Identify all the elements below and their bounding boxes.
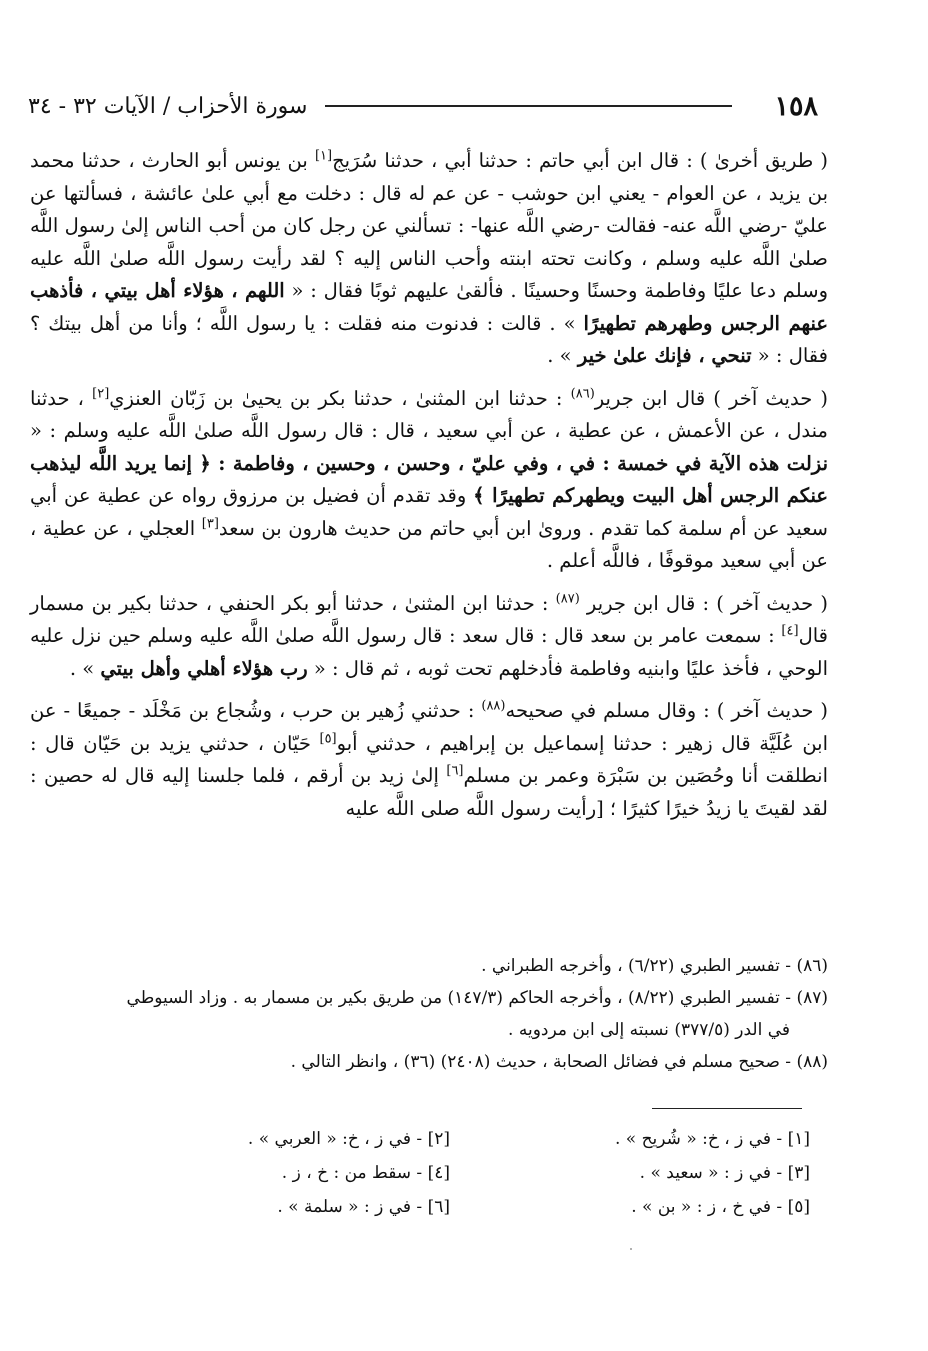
footnotes xyxy=(20,950,828,1078)
surah-title: سورة الأحزاب / الآيات ٣٢ - ٣٤ xyxy=(28,93,308,119)
variant-ref: [٥] xyxy=(319,731,337,746)
paragraph-4 xyxy=(30,695,828,825)
header-rule xyxy=(325,105,732,107)
footnote-ref: (٨٧) xyxy=(555,591,580,606)
text-run: ، حدثنا مندل ، عن الأعمش ، عن عطية ، عن أبي سعيد ، قال : قال رسول اللَّه صلىٰ اللَّه عليه وسلم : « xyxy=(30,386,828,442)
text-run: : حدثنا ابن المثنىٰ ، حدثنا بكر بن يحيىٰ بن زَبّان العنزي xyxy=(109,386,571,410)
text-run: العجلي ، عن عطية ، عن أبي سعيد موقوفًا ، فاللَّه أعلم . xyxy=(30,516,828,572)
footnote-86: (٨٦) - تفسير الطبري (٦/٢٢) ، وأخرجه الطبراني . xyxy=(481,956,828,976)
footnote-88: (٨٨) - صحيح مسلم في فضائل الصحابة ، حديث (٢٤٠٨) (٣٦) ، وانظر التالي . xyxy=(290,1052,828,1072)
text-run: » . xyxy=(547,344,578,367)
text-run: إلىٰ زيد بن أرقم ، فلما جلسنا إليه قال له حصين : لقد لقيتَ يا زيدُ خيرًا كثيرًا ؛ [رأيت رسول اللَّه صلى اللَّه عليه xyxy=(30,764,828,820)
hadith-quote: رب هؤلاء أهلي وأهل بيتي xyxy=(100,656,308,680)
text-run: » . xyxy=(69,656,101,680)
text-run: حَيّان ، حدثني يزيد بن حَيّان قال : انطلقت أنا وحُصَين بن سَبْرَة وعمر بن مسلم xyxy=(30,731,828,787)
variant-note-2: [٢] - في ز ، خ: « العربي » . xyxy=(247,1129,450,1149)
footnote-87-continued: في الدر (٣٧٧/٥) نسبته إلى ابن مردويه . xyxy=(508,1020,790,1040)
paragraph-2 xyxy=(30,383,828,578)
main-text xyxy=(30,145,828,835)
footnote-ref: (٨٦) xyxy=(570,386,595,401)
variant-ref: [٦] xyxy=(446,763,464,779)
variant-note-5: [٥] - في خ ، ز : « بن » . xyxy=(631,1197,810,1217)
text-run: ( حديث آخر ) : قال ابن جرير xyxy=(579,591,828,615)
print-speck xyxy=(630,1248,632,1250)
text-run: وقد تقدم أن فضيل بن مرزوق رواه عن عطية عن أبي سعيد عن أم سلمة كما تقدم . ورویٰ ابن أبي حاتم من حديث هارون بن سعد xyxy=(30,484,829,540)
text-run: » . قالت : فدنوت منه فقلت : يا رسول اللَّه ؛ وأنا من أهل بيتك ؟ فقال : « xyxy=(30,311,828,367)
hadith-quote: اللهم ، هؤلاء أهل بيتي ، فأذهب عنهم الرجس وطهرهم تطهيرًا xyxy=(30,279,828,335)
footnote-separator xyxy=(652,1108,802,1109)
text-run: ( حديث آخر ) قال ابن جرير xyxy=(594,386,829,410)
page-number: ١٥٨ xyxy=(774,90,818,122)
text-run: بن يونس أبو الحارث ، حدثنا محمد بن يزيد ، عن العوام - يعني ابن حوشب - عن عم له قال : دخلت مع أبي علىٰ عائشة ، فسألتها عن عليّ -رضي اللَّه عنه- فقالت -رضي اللَّه عنها- : تسألني عن رجل كان من أحب الناس إلىٰ رسول اللَّه صلىٰ اللَّه عليه وسلم ، وكانت تحته ابنته وأحب الناس إليه ؟ لقد رأيت رسول اللَّه صلىٰ اللَّه عليه وسلم دعا عليًا وفاطمة وحسنًا وحسينًا . فألقىٰ عليهم ثوبًا فقال : « xyxy=(30,149,828,302)
variant-ref: [٤] xyxy=(781,623,799,639)
paragraph-1 xyxy=(30,145,828,373)
variant-note-3: [٣] - في ز : « سعيد » . xyxy=(639,1163,810,1183)
variant-ref: [١] xyxy=(314,148,333,164)
hadith-quote: تنحي ، فإنك علىٰ خير xyxy=(577,344,752,367)
variant-note-1: [١] - في ز ، خ: « شُريح » . xyxy=(614,1129,810,1149)
page-header xyxy=(28,86,818,126)
text-run: : حدثني زُهير بن حرب ، وشُجاع بن مَخْلَد - جميعًا - عن ابن عُلَيَّة قال زهير : حدثنا إسماعيل بن إبراهيم ، حدثني أبو xyxy=(30,699,829,755)
variant-ref: [٣] xyxy=(201,516,219,531)
hadith-quote: نزلت هذه الآية في خمسة : في ، وفي عليّ ، وحسن ، وحسين ، وفاطمة : ﴿ إنما يريد اللَّه ليذهب عنكم الرجس أهل البيت ويطهركم تطهيرًا ﴾ xyxy=(30,451,828,507)
variant-notes xyxy=(150,1122,810,1224)
variant-note-4: [٤] - سقط من : خ ، ز . xyxy=(281,1163,450,1183)
footnote-87: (٨٧) - تفسير الطبري (٨/٢٢) ، وأخرجه الحاكم (١٤٧/٣) من طريق بكير بن مسمار به . وزاد السيوطي xyxy=(126,988,828,1008)
paragraph-3 xyxy=(30,588,828,686)
text-run: ( طريق أخرىٰ ) : قال ابن أبي حاتم : حدثنا أبي ، حدثنا سُرَيج xyxy=(332,149,828,172)
footnote-ref: (٨٨) xyxy=(481,698,506,714)
text-run: : سمعت عامر بن سعد قال : قال سعد : قال رسول اللَّه صلىٰ اللَّه عليه وسلم حين نزل عليه الوحي ، فأخذ عليًا وابنيه وفاطمة فأدخلهم تحت ثوبه ، ثم قال : « xyxy=(30,624,828,680)
variant-note-6: [٦] - في ز : « سلمة » . xyxy=(277,1197,450,1217)
variant-ref: [٢] xyxy=(92,386,110,401)
text-run: : حدثنا ابن المثنىٰ ، حدثنا أبو بكر الحنفي ، حدثنا بكير بن مسمار قال xyxy=(30,591,828,647)
text-run: ( حديث آخر ) : وقال مسلم في صحيحه xyxy=(505,699,828,722)
